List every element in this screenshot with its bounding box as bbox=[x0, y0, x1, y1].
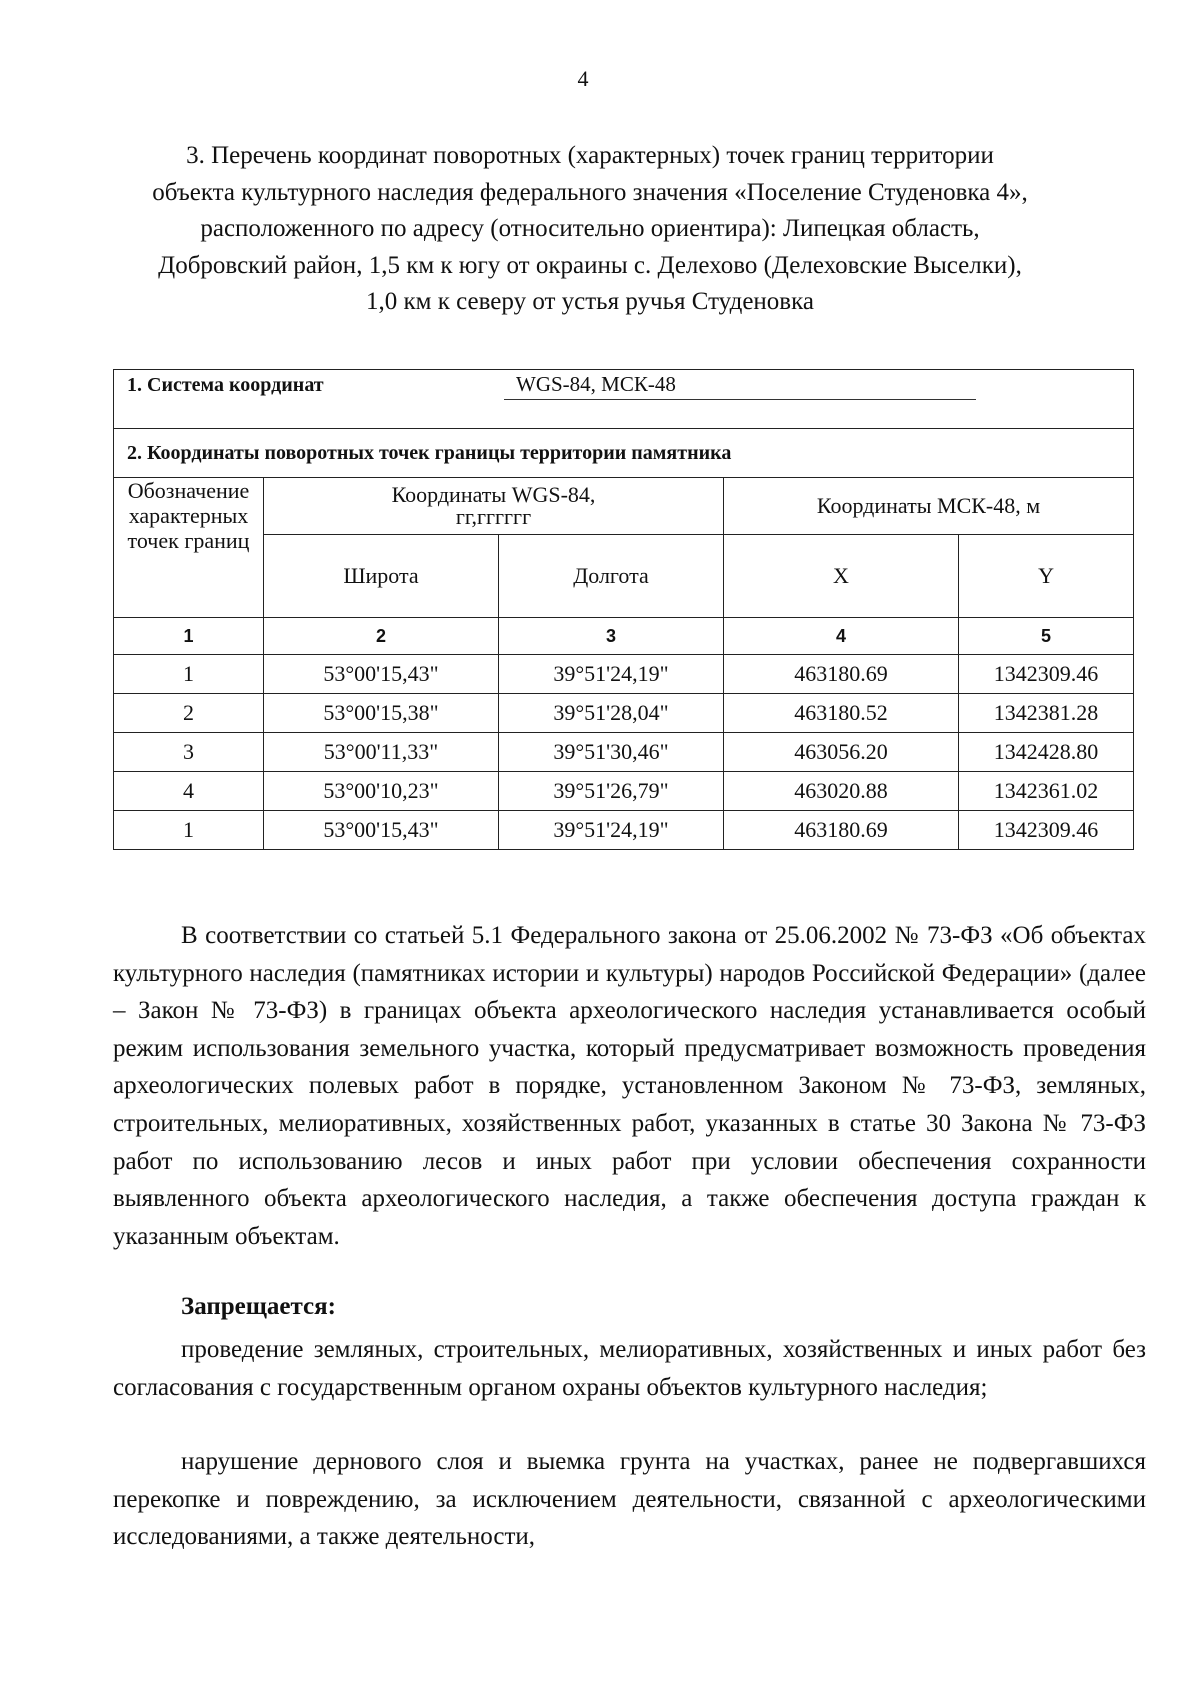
point-number: 1 bbox=[114, 655, 264, 694]
header-row-1 bbox=[114, 478, 1134, 535]
section-heading bbox=[110, 138, 1070, 321]
column-index: 3 bbox=[499, 618, 724, 655]
point-number: 4 bbox=[114, 772, 264, 811]
x-cell: 463180.69 bbox=[724, 811, 959, 850]
longitude-cell: 39°51'24,19" bbox=[499, 811, 724, 850]
header-x: X bbox=[724, 535, 959, 618]
latitude-cell: 53°00'11,33" bbox=[264, 733, 499, 772]
column-index-row bbox=[114, 618, 1134, 655]
page-number: 4 bbox=[577, 66, 589, 91]
table-row bbox=[114, 811, 1134, 850]
latitude-cell: 53°00'15,38" bbox=[264, 694, 499, 733]
x-cell: 463020.88 bbox=[724, 772, 959, 811]
y-cell: 1342309.46 bbox=[959, 655, 1134, 694]
table-row bbox=[114, 772, 1134, 811]
header-latitude: Широта bbox=[264, 535, 499, 618]
header-wgs-format: гг,гггггг bbox=[455, 504, 532, 529]
coordinate-system-value: WGS-84, МСК-48 bbox=[504, 372, 976, 400]
table-row bbox=[114, 733, 1134, 772]
header-msk: Координаты МСК-48, м bbox=[724, 478, 1134, 535]
table-row bbox=[114, 655, 1134, 694]
heading-line-4: Добровский район, 1,5 км к югу от окраины с. Делехово (Делеховские Выселки), bbox=[158, 251, 1022, 279]
header-point-designation: Обозначение характерных точек границ bbox=[114, 478, 264, 618]
longitude-cell: 39°51'28,04" bbox=[499, 694, 724, 733]
column-index: 1 bbox=[114, 618, 264, 655]
x-cell: 463056.20 bbox=[724, 733, 959, 772]
y-cell: 1342428.80 bbox=[959, 733, 1134, 772]
coordinate-system-row bbox=[114, 370, 1134, 429]
column-index: 2 bbox=[264, 618, 499, 655]
latitude-cell: 53°00'15,43" bbox=[264, 655, 499, 694]
point-number: 3 bbox=[114, 733, 264, 772]
header-y: Y bbox=[959, 535, 1134, 618]
coordinate-system-label: 1. Система координат bbox=[127, 374, 324, 396]
heading-line-3: расположенного по адресу (относительно ориентира): Липецкая область, bbox=[200, 215, 980, 242]
latitude-cell: 53°00'10,23" bbox=[264, 772, 499, 811]
column-index: 5 bbox=[959, 618, 1134, 655]
heading-line-2: объекта культурного наследия федерального значения «Поселение Студеновка 4», bbox=[152, 178, 1028, 206]
longitude-cell: 39°51'24,19" bbox=[499, 655, 724, 694]
y-cell: 1342309.46 bbox=[959, 811, 1134, 850]
y-cell: 1342361.02 bbox=[959, 772, 1134, 811]
heading-line-1: 3. Перечень координат поворотных (характерных) точек границ территории bbox=[186, 142, 994, 169]
y-cell: 1342381.28 bbox=[959, 694, 1134, 733]
header-wgs bbox=[264, 478, 724, 535]
paragraph-prohibition-soil: нарушение дернового слоя и выемка грунта на участках, ранее не подвергавшихся перекопке и повреждению, за исключением деятельности, связанной с археологическими исследованиями, а также деятельности, bbox=[113, 1448, 1146, 1551]
x-cell: 463180.52 bbox=[724, 694, 959, 733]
section-title-row bbox=[114, 429, 1134, 478]
longitude-cell: 39°51'30,46" bbox=[499, 733, 724, 772]
forbidden-heading: Запрещается: bbox=[181, 1293, 337, 1320]
coordinates-table bbox=[113, 369, 1134, 850]
point-number: 1 bbox=[114, 811, 264, 850]
header-wgs-title: Координаты WGS-84, bbox=[391, 482, 596, 507]
column-index: 4 bbox=[724, 618, 959, 655]
latitude-cell: 53°00'15,43" bbox=[264, 811, 499, 850]
header-row-2 bbox=[114, 535, 1134, 618]
header-longitude: Долгота bbox=[499, 535, 724, 618]
table-row bbox=[114, 694, 1134, 733]
x-cell: 463180.69 bbox=[724, 655, 959, 694]
section-title-cell: 2. Координаты поворотных точек границы территории памятника bbox=[114, 429, 1134, 478]
point-number: 2 bbox=[114, 694, 264, 733]
coordinate-system-cell bbox=[114, 370, 1134, 429]
paragraph-legal-basis: В соответствии со статьей 5.1 Федерального закона от 25.06.2002 № 73-ФЗ «Об объектах культурного наследия (памятниках истории и культуры) народов Российской Федерации» (далее – Закон № 73-ФЗ) в границах объекта археологического наследия устанавливается особый режим использования земельного участка, который предусматривает возможность проведения археологических полевых работ в порядке, установленном Законом № 73-ФЗ, земляных, строительных, мелиоративных, хозяйственных работ, указанных в статье 30 Закона № 73-ФЗ работ по использованию лесов и иных работ при условии обеспечения сохранности выявленного объекта археологического наследия, а также обеспечения доступа граждан к указанным объектам. bbox=[113, 922, 1146, 1250]
paragraph-prohibition-works: проведение земляных, строительных, мелиоративных, хозяйственных и иных работ без согласования с государственным органом охраны объектов культурного наследия; bbox=[113, 1336, 1146, 1401]
longitude-cell: 39°51'26,79" bbox=[499, 772, 724, 811]
heading-line-5: 1,0 км к северу от устья ручья Студеновка bbox=[366, 288, 814, 315]
